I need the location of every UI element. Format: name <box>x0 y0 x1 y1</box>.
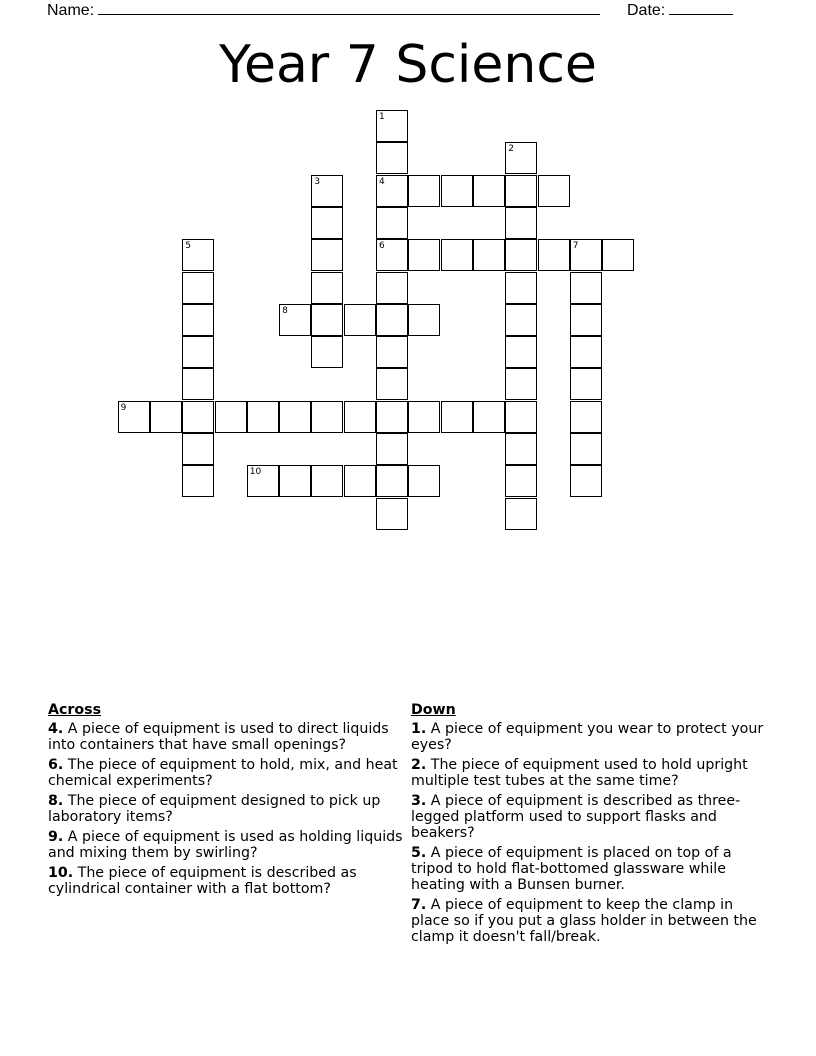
grid-cell[interactable] <box>376 401 408 433</box>
grid-cell[interactable] <box>505 304 537 336</box>
clue-number: 3. <box>411 793 427 809</box>
clue-text: The piece of equipment used to hold upright multiple test tubes at the same time? <box>411 757 748 789</box>
grid-cell[interactable] <box>505 368 537 400</box>
grid-cell[interactable] <box>344 304 376 336</box>
grid-cell[interactable] <box>441 239 473 271</box>
clue-number-label: 7 <box>572 241 579 252</box>
date-label: Date: <box>627 2 666 19</box>
clue-number-label: 6 <box>379 241 385 252</box>
clue-text: A piece of equipment to keep the clamp in place so if you put a glass holder in between the clamp it doesn't fall/break. <box>411 897 757 945</box>
grid-cell[interactable] <box>311 401 343 433</box>
clue-text: A piece of equipment is placed on top of a tripod to hold flat-bottomed glassware while heating with a Bunsen burner. <box>411 845 732 893</box>
clue-number-label: 5 <box>185 241 191 252</box>
grid-cell[interactable] <box>344 401 376 433</box>
grid-cell[interactable] <box>376 272 408 304</box>
clue-number-label: 3 <box>314 176 321 187</box>
grid-cell[interactable] <box>311 336 343 368</box>
clue-text: A piece of equipment you wear to protect your eyes? <box>411 721 764 753</box>
grid-cell[interactable] <box>376 336 408 368</box>
grid-cell[interactable] <box>376 207 408 239</box>
grid-cell[interactable] <box>182 465 214 497</box>
clue-text: The piece of equipment designed to pick up laboratory items? <box>48 793 381 825</box>
down-clue <box>411 757 771 789</box>
grid-cell[interactable] <box>182 272 214 304</box>
grid-cell[interactable] <box>570 433 602 465</box>
page-title: Year 7 Science <box>219 35 597 95</box>
clue-number-label: 8 <box>282 305 288 316</box>
grid-cell[interactable] <box>311 272 343 304</box>
clue-number: 7. <box>411 897 427 913</box>
clue-number: 10. <box>48 865 74 881</box>
grid-cell[interactable] <box>344 465 376 497</box>
down-heading: Down <box>411 702 456 718</box>
across-clue <box>48 757 408 789</box>
grid-cell[interactable] <box>376 433 408 465</box>
grid-cell[interactable] <box>570 465 602 497</box>
clue-number: 4. <box>48 721 64 737</box>
clue-number: 1. <box>411 721 427 737</box>
grid-cell[interactable] <box>570 239 602 271</box>
grid-cell[interactable] <box>311 207 343 239</box>
down-clue <box>411 721 771 753</box>
clue-text: The piece of equipment is described as cylindrical container with a flat bottom? <box>48 865 357 897</box>
across-clue <box>48 829 408 861</box>
grid-cell[interactable] <box>538 239 570 271</box>
clue-number-label: 9 <box>120 402 127 413</box>
grid-cell[interactable] <box>505 272 537 304</box>
grid-cell[interactable] <box>118 401 150 433</box>
grid-cell[interactable] <box>279 465 311 497</box>
grid-cell[interactable] <box>408 465 440 497</box>
down-clue <box>411 793 771 841</box>
name-label: Name: <box>47 2 95 19</box>
clue-number: 6. <box>48 757 64 773</box>
down-clue <box>411 897 771 945</box>
clue-number-label: 10 <box>249 467 262 478</box>
down-clue <box>411 845 771 893</box>
clue-text: The piece of equipment to hold, mix, and heat chemical experiments? <box>48 757 398 789</box>
across-clues <box>48 702 408 901</box>
grid-cell[interactable] <box>473 401 505 433</box>
grid-cell[interactable] <box>570 368 602 400</box>
grid-cell[interactable] <box>570 304 602 336</box>
across-clue <box>48 793 408 825</box>
grid-cell[interactable] <box>182 336 214 368</box>
grid-cell[interactable] <box>311 239 343 271</box>
grid-cell[interactable] <box>376 142 408 174</box>
grid-cell[interactable] <box>376 239 408 271</box>
grid-cell[interactable] <box>376 465 408 497</box>
grid-cell[interactable] <box>570 272 602 304</box>
grid-cell[interactable] <box>570 336 602 368</box>
grid-cell[interactable] <box>505 498 537 530</box>
grid-cell[interactable] <box>311 304 343 336</box>
clue-number: 5. <box>411 845 427 861</box>
clue-number-label: 1 <box>379 112 385 122</box>
clue-number-label: 2 <box>508 144 514 155</box>
down-clues <box>411 702 771 949</box>
grid-cell[interactable] <box>602 239 634 271</box>
grid-cell[interactable] <box>505 142 537 174</box>
clue-number: 9. <box>48 829 64 845</box>
down-clue-list <box>411 721 771 945</box>
grid-cell[interactable] <box>441 401 473 433</box>
grid-cell[interactable] <box>505 465 537 497</box>
grid-cell[interactable] <box>408 175 440 207</box>
across-heading: Across <box>48 702 102 718</box>
grid-cell[interactable] <box>505 239 537 271</box>
clue-number-label: 4 <box>379 176 385 187</box>
grid-cell[interactable] <box>279 304 311 336</box>
grid-cell[interactable] <box>505 207 537 239</box>
clue-number: 2. <box>411 757 427 773</box>
clue-text: A piece of equipment is described as three-legged platform used to support flasks and beakers? <box>411 793 741 841</box>
grid-cell[interactable] <box>570 401 602 433</box>
grid-cell[interactable] <box>182 368 214 400</box>
grid-cell[interactable] <box>182 401 214 433</box>
grid-cell[interactable] <box>376 110 408 142</box>
across-clue-list <box>48 721 408 897</box>
grid-cell[interactable] <box>538 175 570 207</box>
grid-cell[interactable] <box>279 401 311 433</box>
grid-cell[interactable] <box>473 175 505 207</box>
grid-cell[interactable] <box>505 336 537 368</box>
grid-cell[interactable] <box>376 175 408 207</box>
grid-cell[interactable] <box>408 401 440 433</box>
clue-number: 8. <box>48 793 64 809</box>
grid-cell[interactable] <box>182 433 214 465</box>
grid-cell[interactable] <box>408 304 440 336</box>
grid-cell[interactable] <box>505 175 537 207</box>
across-clue <box>48 721 408 753</box>
grid-cell[interactable] <box>376 498 408 530</box>
grid-cell[interactable] <box>150 401 182 433</box>
clue-text: A piece of equipment is used to direct liquids into containers that have small openings? <box>48 721 389 753</box>
grid-cell[interactable] <box>441 175 473 207</box>
grid-cell[interactable] <box>505 433 537 465</box>
grid-cell[interactable] <box>376 304 408 336</box>
across-clue <box>48 865 408 897</box>
clue-text: A piece of equipment is used as holding liquids and mixing them by swirling? <box>48 829 403 861</box>
grid-cell[interactable] <box>311 465 343 497</box>
grid-cell[interactable] <box>408 239 440 271</box>
grid-cell[interactable] <box>311 175 343 207</box>
grid-cell[interactable] <box>215 401 247 433</box>
grid-cell[interactable] <box>247 465 279 497</box>
grid-cell[interactable] <box>182 304 214 336</box>
grid-cell[interactable] <box>376 368 408 400</box>
grid-cell[interactable] <box>505 401 537 433</box>
grid-cell[interactable] <box>182 239 214 271</box>
grid-cell[interactable] <box>473 239 505 271</box>
grid-cell[interactable] <box>247 401 279 433</box>
